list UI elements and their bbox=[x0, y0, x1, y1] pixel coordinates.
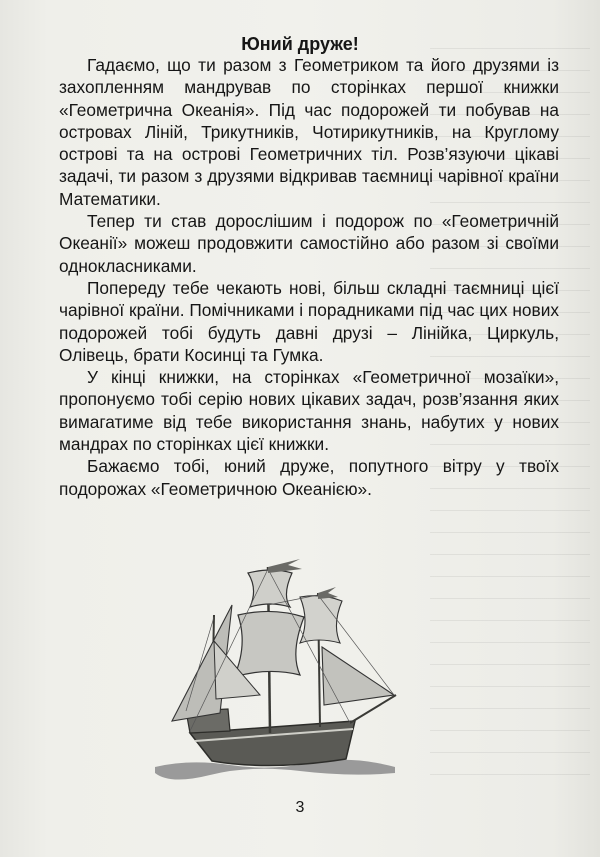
body-text bbox=[59, 54, 559, 500]
fore-flag bbox=[318, 587, 338, 599]
sailing-ship-illustration bbox=[150, 545, 400, 785]
paragraph-4: У кінці книжки, на сторінках «Геометричної мозаїки», пропонуємо тобі серію нових цікавих задач, розв’язання яких вимагатиме від тебе використання знань, набутих у нових мандрах по сторінках цієї книжки. bbox=[59, 367, 559, 455]
page-number: 3 bbox=[295, 799, 305, 816]
paragraph-3: Попереду тебе чекають нові, більш складні таємниці цієї чарівної країни. Помічниками і порадниками під час цих нових подорожей тобі будуть давні друзі – Лінійка, Циркуль, Олівець, брати Косинці та Гумка. bbox=[59, 277, 559, 365]
fore-sail bbox=[300, 596, 342, 643]
paragraph-5: Бажаємо тобі, юний друже, попутного вітру у твоїх подорожах «Геометричною Океанією». bbox=[59, 456, 559, 499]
mast-flag bbox=[268, 559, 302, 573]
paragraph-1: Гадаємо, що ти разом з Геометриком та його друзями із захопленням мандрував по сторінках першої книжки «Геометрична Океанія». Під час подорожей ти побував на островах Ліній, Трикутників, Чотирикутників, на Круглому острові та на острові Геометричних тіл. Розв’язуючи цікаві задачі, ти разом з друзями відкривав таємниці чарівної країни Математики. bbox=[59, 55, 559, 209]
paragraph-2: Тепер ти став дорослішим і подорож по «Геометричній Океанії» можеш продовжити самостійно або разом зі своїми однокласниками. bbox=[59, 211, 559, 276]
jib-sail bbox=[322, 647, 394, 705]
page-title: Юний друже! bbox=[241, 34, 359, 54]
main-sail bbox=[234, 611, 304, 677]
